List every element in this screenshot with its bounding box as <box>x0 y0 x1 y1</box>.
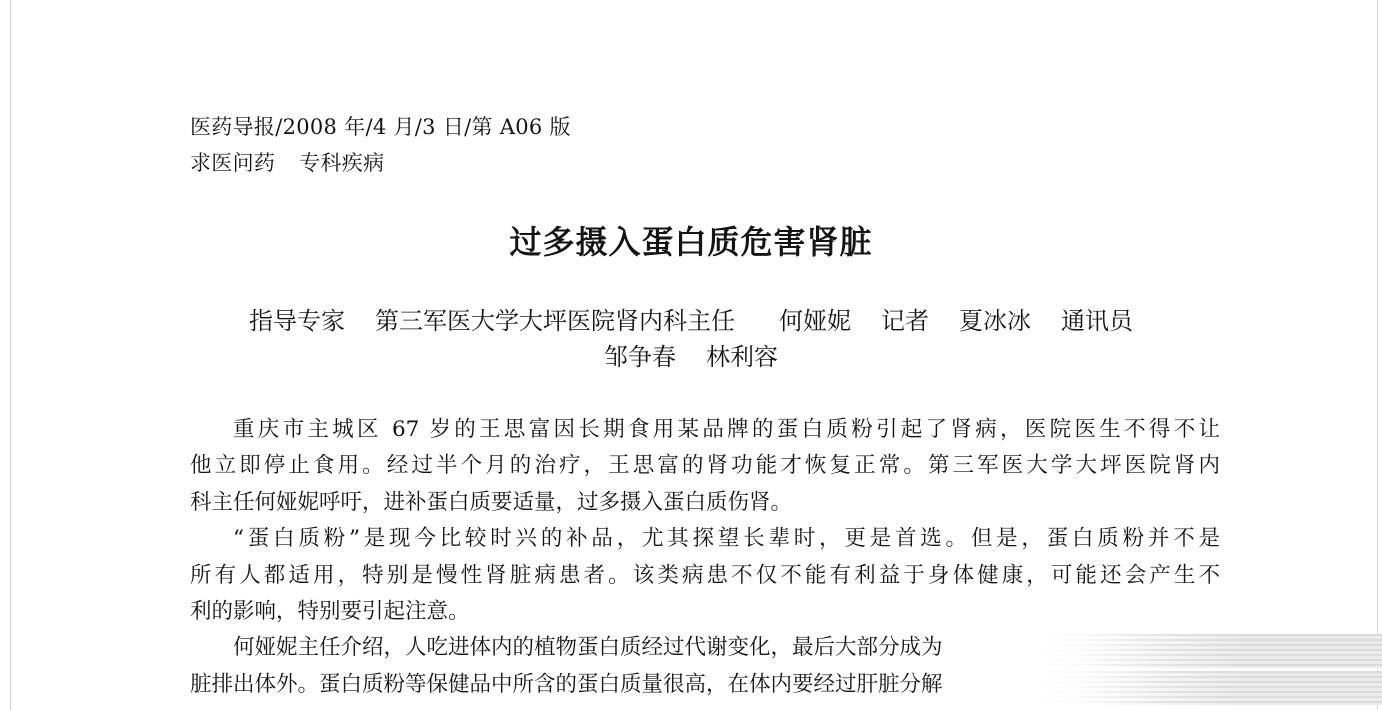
correspondent-name-1: 邹争春 <box>604 343 676 371</box>
paragraph-line: 重庆市主城区 67 岁的王思富因长期食用某品牌的蛋白质粉引起了肾病，医院医生不得不让 <box>233 417 1220 442</box>
paragraph-line: 科主任何娅妮呼吁，进补蛋白质要适量，过多摄入蛋白质伤肾。 <box>190 489 793 515</box>
expert-name: 何娅妮 <box>779 307 851 335</box>
column-section: 求医问药 <box>190 151 276 175</box>
byline-line-1 <box>0 304 1382 338</box>
paragraph-line: 何娅妮主任介绍，人吃进体内的植物蛋白质经过代谢变化，最后大部分成为 <box>233 635 943 661</box>
reporter-name: 夏冰冰 <box>959 307 1031 335</box>
article-body <box>190 412 1220 703</box>
paragraph-line: 脏排出体外。蛋白质粉等保健品中所含的蛋白质量很高，在体内要经过肝脏分解 <box>190 671 943 697</box>
expert-affiliation: 第三军医大学大坪医院肾内科主任 <box>375 307 735 335</box>
paragraph-line: 他立即停止食用。经过半个月的治疗，王思富的肾功能才恢复正常。第三军医大学大坪医院肾内 <box>190 453 1220 479</box>
paragraph-1 <box>190 412 1220 521</box>
correspondent-label: 通讯员 <box>1061 307 1133 335</box>
byline-line-2 <box>0 340 1382 374</box>
paragraph-line: “蛋白质粉”是现今比较时兴的补品，尤其探望长辈时，更是首选。但是，蛋白质粉并不是 <box>233 526 1220 552</box>
paragraph-line: 所有人都适用，特别是慢性肾脏病患者。该类病患不仅不能有利益于身体健康，可能还会产生不 <box>190 562 1220 588</box>
paragraph-line: 利的影响，特别要引起注意。 <box>190 599 470 625</box>
correspondent-name-2: 林利容 <box>706 343 778 371</box>
expert-label: 指导专家 <box>249 307 345 335</box>
paragraph-2 <box>190 521 1220 630</box>
article-title: 过多摄入蛋白质危害肾脏 <box>509 223 873 261</box>
paragraph-3 <box>190 630 1220 703</box>
reporter-label: 记者 <box>881 307 929 335</box>
source-line: 医药导报/2008 年/4 月/3 日/第 A06 版 <box>190 115 571 139</box>
column-line <box>190 148 384 178</box>
column-topic: 专科疾病 <box>299 151 385 175</box>
